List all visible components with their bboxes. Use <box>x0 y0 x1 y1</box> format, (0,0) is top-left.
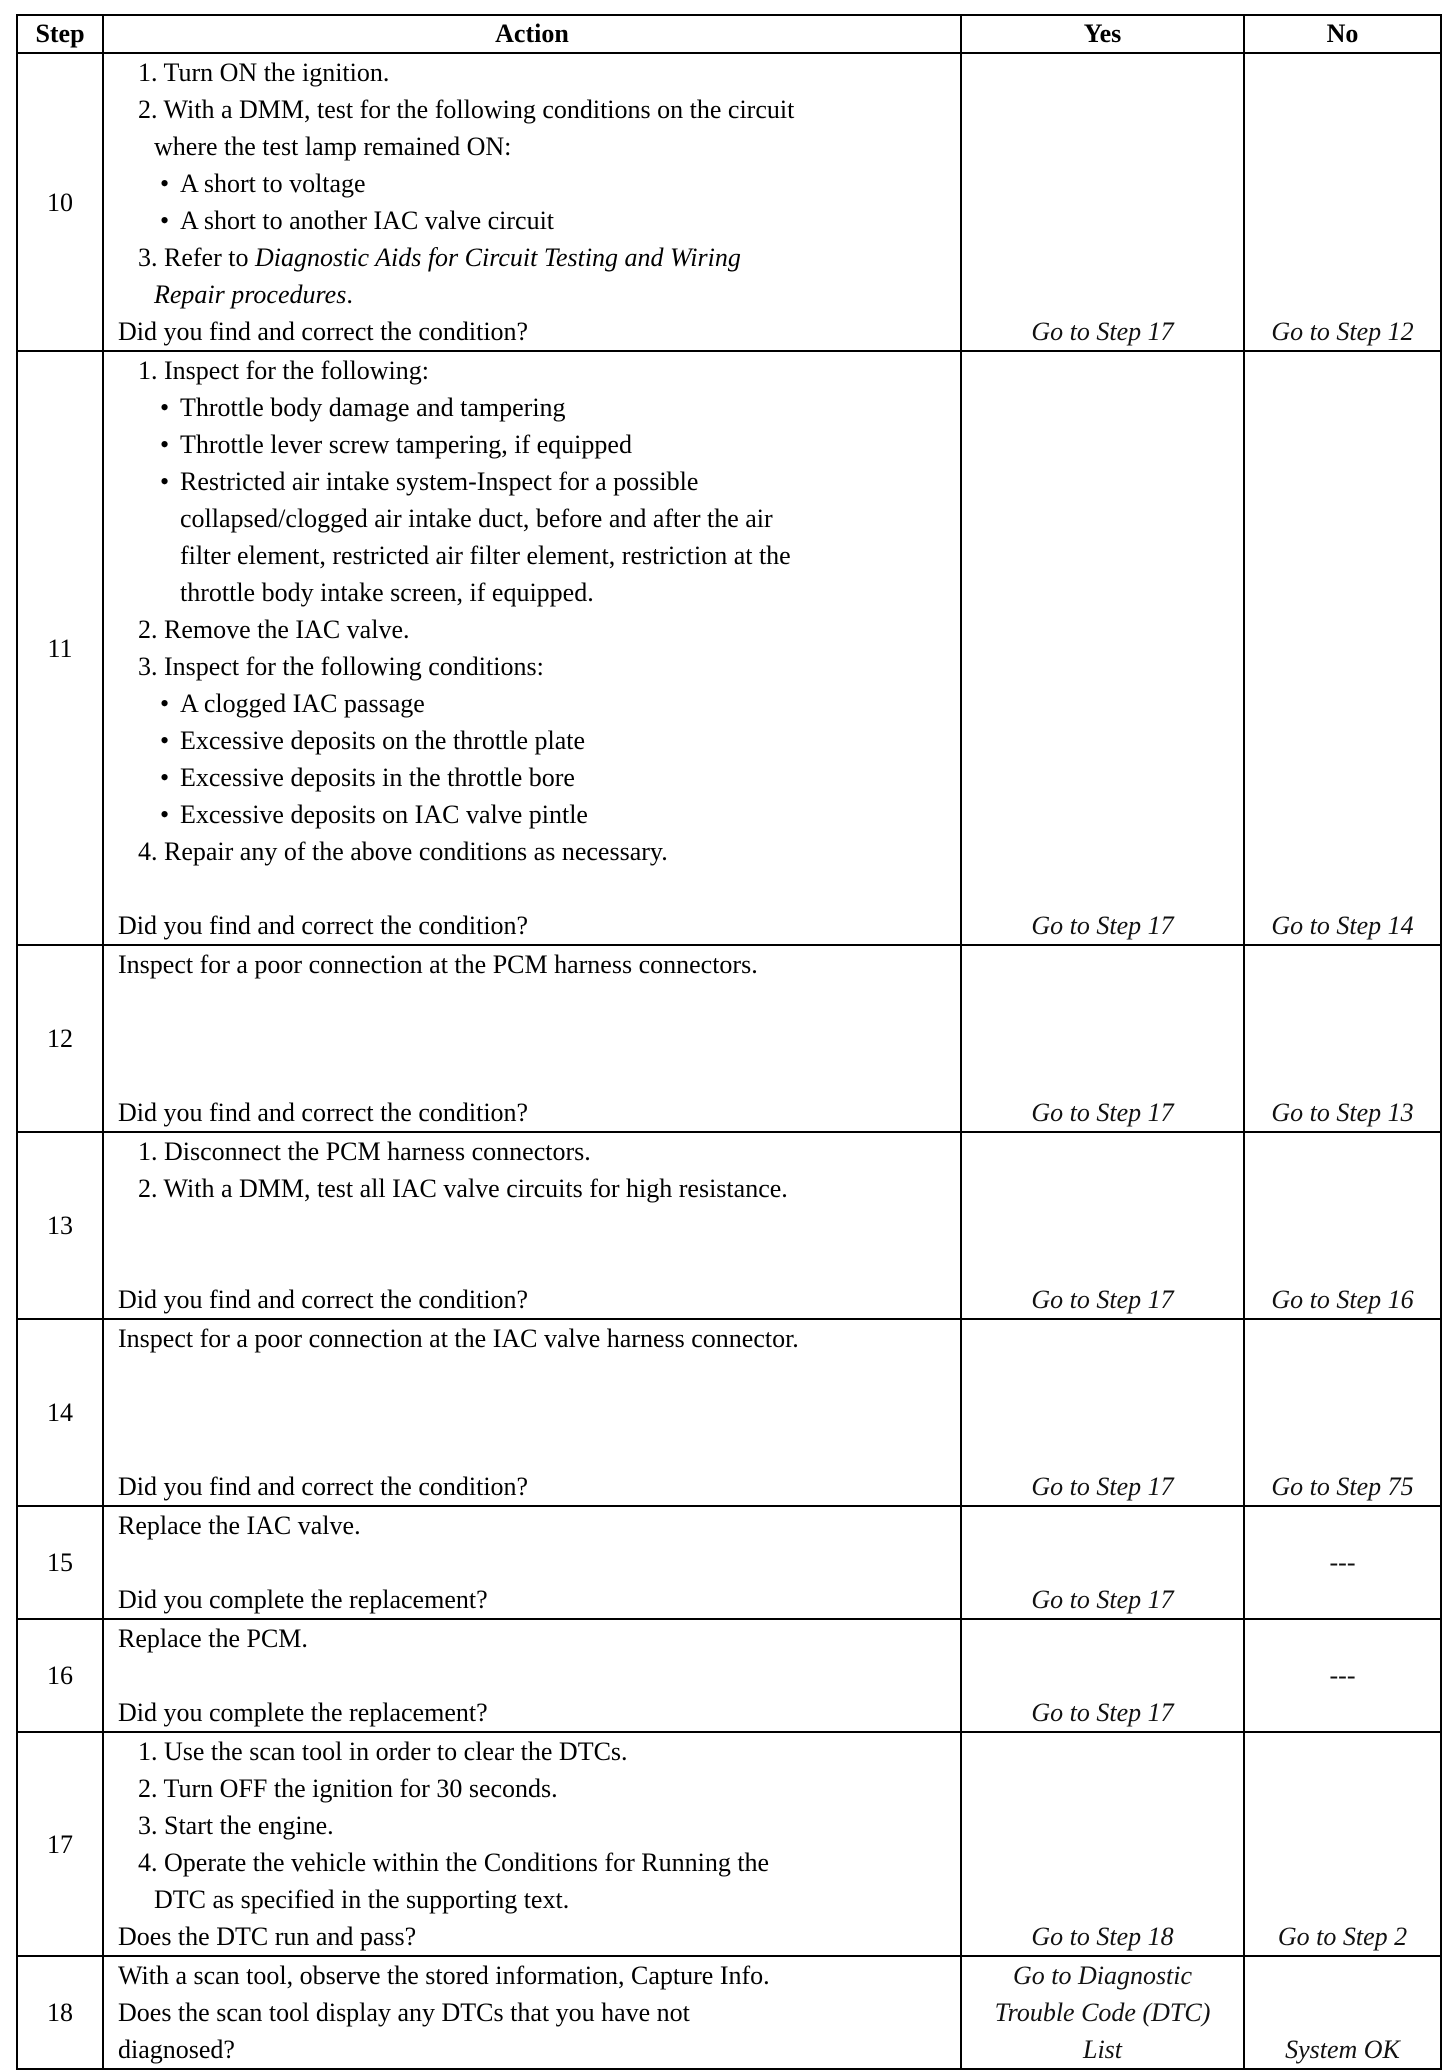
action-line: DTC as specified in the supporting text. <box>154 1885 570 1914</box>
action-line: 3. Start the engine. <box>138 1811 334 1840</box>
no-result[interactable]: Go to Step 2 <box>1244 1732 1441 1956</box>
action-line: 1. Disconnect the PCM harness connectors. <box>138 1137 591 1166</box>
action-line: 2. Turn OFF the ignition for 30 seconds. <box>138 1774 558 1803</box>
yes-result[interactable]: Go to Step 17 <box>961 1619 1244 1732</box>
no-result[interactable]: System OK <box>1244 1956 1441 2069</box>
step-number: 13 <box>17 1132 103 1319</box>
bullet-item: • Excessive deposits on IAC valve pintle <box>124 796 954 833</box>
action-cell <box>103 1506 961 1619</box>
yes-result-line: Go to Diagnostic <box>1012 1961 1193 1990</box>
bullet-icon: • <box>160 467 170 496</box>
bullet-item: • A short to another IAC valve circuit <box>124 202 954 239</box>
step-row-10 <box>17 53 1441 351</box>
no-result[interactable]: Go to Step 12 <box>1244 53 1441 351</box>
bullet-icon: • <box>160 800 170 829</box>
action-line: 1. Use the scan tool in order to clear the DTCs. <box>138 1737 628 1766</box>
bullet-icon: • <box>160 393 170 422</box>
action-header: Action <box>103 15 961 53</box>
action-line: Repair procedures. <box>154 280 353 309</box>
bullet-item: • Restricted air intake system-Inspect for a possible <box>124 463 954 500</box>
action-line: 4. Operate the vehicle within the Conditions for Running the <box>138 1848 770 1877</box>
question: Did you find and correct the condition? <box>118 317 529 346</box>
no-result[interactable]: Go to Step 75 <box>1244 1319 1441 1506</box>
step-number: 17 <box>17 1732 103 1956</box>
action-line: 1. Turn ON the ignition. <box>138 58 390 87</box>
action-cell <box>103 1319 961 1506</box>
bullet-item: • Throttle body damage and tampering <box>124 389 954 426</box>
step-number: 14 <box>17 1319 103 1506</box>
bullet-icon: • <box>160 763 170 792</box>
no-result: --- <box>1244 1619 1441 1732</box>
yes-result[interactable]: Go to Step 17 <box>961 53 1244 351</box>
action-line: 4. Repair any of the above conditions as necessary. <box>138 837 668 866</box>
bullet-item: • Throttle lever screw tampering, if equipped <box>124 426 954 463</box>
action-line: filter element, restricted air filter element, restriction at the <box>180 541 791 570</box>
step-number: 18 <box>17 1956 103 2069</box>
action-line: Inspect for a poor connection at the PCM harness connectors. <box>118 950 758 979</box>
action-cell <box>103 1619 961 1732</box>
action-cell <box>103 1132 961 1319</box>
action-line: With a scan tool, observe the stored information, Capture Info. <box>118 1961 770 1990</box>
action-line: Inspect for a poor connection at the IAC valve harness connector. <box>118 1324 799 1353</box>
question: Does the DTC run and pass? <box>118 1922 417 1951</box>
bullet-icon: • <box>160 206 170 235</box>
step-row-14 <box>17 1319 1441 1506</box>
action-line: 2. Remove the IAC valve. <box>138 615 410 644</box>
step-row-16 <box>17 1619 1441 1732</box>
action-line: Replace the IAC valve. <box>118 1511 361 1540</box>
action-cell <box>103 53 961 351</box>
step-row-11 <box>17 351 1441 945</box>
yes-result[interactable]: Go to Step 17 <box>961 351 1244 945</box>
action-line: where the test lamp remained ON: <box>154 132 512 161</box>
bullet-icon: • <box>160 430 170 459</box>
no-result: --- <box>1244 1506 1441 1619</box>
action-line: 1. Inspect for the following: <box>138 356 429 385</box>
bullet-item: • Excessive deposits in the throttle bore <box>124 759 954 796</box>
yes-result[interactable]: Go to Step 17 <box>961 1506 1244 1619</box>
yes-result[interactable]: Go to Step 17 <box>961 1132 1244 1319</box>
step-row-12 <box>17 945 1441 1132</box>
action-line: 3. Refer to Diagnostic Aids for Circuit Testing and Wiring <box>138 243 741 272</box>
step-row-15 <box>17 1506 1441 1619</box>
step-number: 10 <box>17 53 103 351</box>
action-cell <box>103 945 961 1132</box>
question: Did you find and correct the condition? <box>118 1285 529 1314</box>
action-line: 3. Inspect for the following conditions: <box>138 652 544 681</box>
reference-link[interactable]: Diagnostic Aids for Circuit Testing and Wiring <box>254 243 741 272</box>
bullet-item: • A short to voltage <box>124 165 954 202</box>
step-number: 16 <box>17 1619 103 1732</box>
bullet-icon: • <box>160 689 170 718</box>
action-line: collapsed/clogged air intake duct, before and after the air <box>180 504 773 533</box>
step-number: 11 <box>17 351 103 945</box>
bullet-icon: • <box>160 169 170 198</box>
step-number: 12 <box>17 945 103 1132</box>
step-header: Step <box>17 15 103 53</box>
yes-result[interactable]: Go to Step 17 <box>961 945 1244 1132</box>
reference-link[interactable]: Repair procedures <box>154 280 347 309</box>
question: Does the scan tool display any DTCs that you have not <box>118 1998 690 2027</box>
yes-header: Yes <box>961 15 1244 53</box>
question: Did you find and correct the condition? <box>118 911 529 940</box>
no-header: No <box>1244 15 1441 53</box>
header-row <box>17 15 1441 53</box>
no-result[interactable]: Go to Step 14 <box>1244 351 1441 945</box>
step-row-17 <box>17 1732 1441 1956</box>
action-cell <box>103 351 961 945</box>
action-line: throttle body intake screen, if equipped. <box>180 578 594 607</box>
yes-result-line: Trouble Code (DTC) <box>994 1998 1211 2027</box>
no-result[interactable]: Go to Step 13 <box>1244 945 1441 1132</box>
question: diagnosed? <box>118 2035 235 2064</box>
action-line: 2. With a DMM, test for the following conditions on the circuit <box>138 95 795 124</box>
question: Did you complete the replacement? <box>118 1585 488 1614</box>
step-row-13 <box>17 1132 1441 1319</box>
yes-result[interactable]: Go to Step 18 <box>961 1732 1244 1956</box>
action-line: 2. With a DMM, test all IAC valve circuits for high resistance. <box>138 1174 788 1203</box>
question: Did you find and correct the condition? <box>118 1098 529 1127</box>
question: Did you complete the replacement? <box>118 1698 488 1727</box>
action-cell <box>103 1732 961 1956</box>
question: Did you find and correct the condition? <box>118 1472 529 1501</box>
yes-result[interactable]: Go to Step 17 <box>961 1319 1244 1506</box>
bullet-item: • A clogged IAC passage <box>124 685 954 722</box>
yes-result[interactable] <box>961 1956 1244 2069</box>
action-line: Replace the PCM. <box>118 1624 308 1653</box>
bullet-item: • Excessive deposits on the throttle plate <box>124 722 954 759</box>
action-cell <box>103 1956 961 2069</box>
diagnostic-table <box>16 14 1442 2070</box>
bullet-icon: • <box>160 726 170 755</box>
no-result[interactable]: Go to Step 16 <box>1244 1132 1441 1319</box>
yes-result-line: List <box>1082 2035 1123 2064</box>
step-number: 15 <box>17 1506 103 1619</box>
step-row-18 <box>17 1956 1441 2069</box>
